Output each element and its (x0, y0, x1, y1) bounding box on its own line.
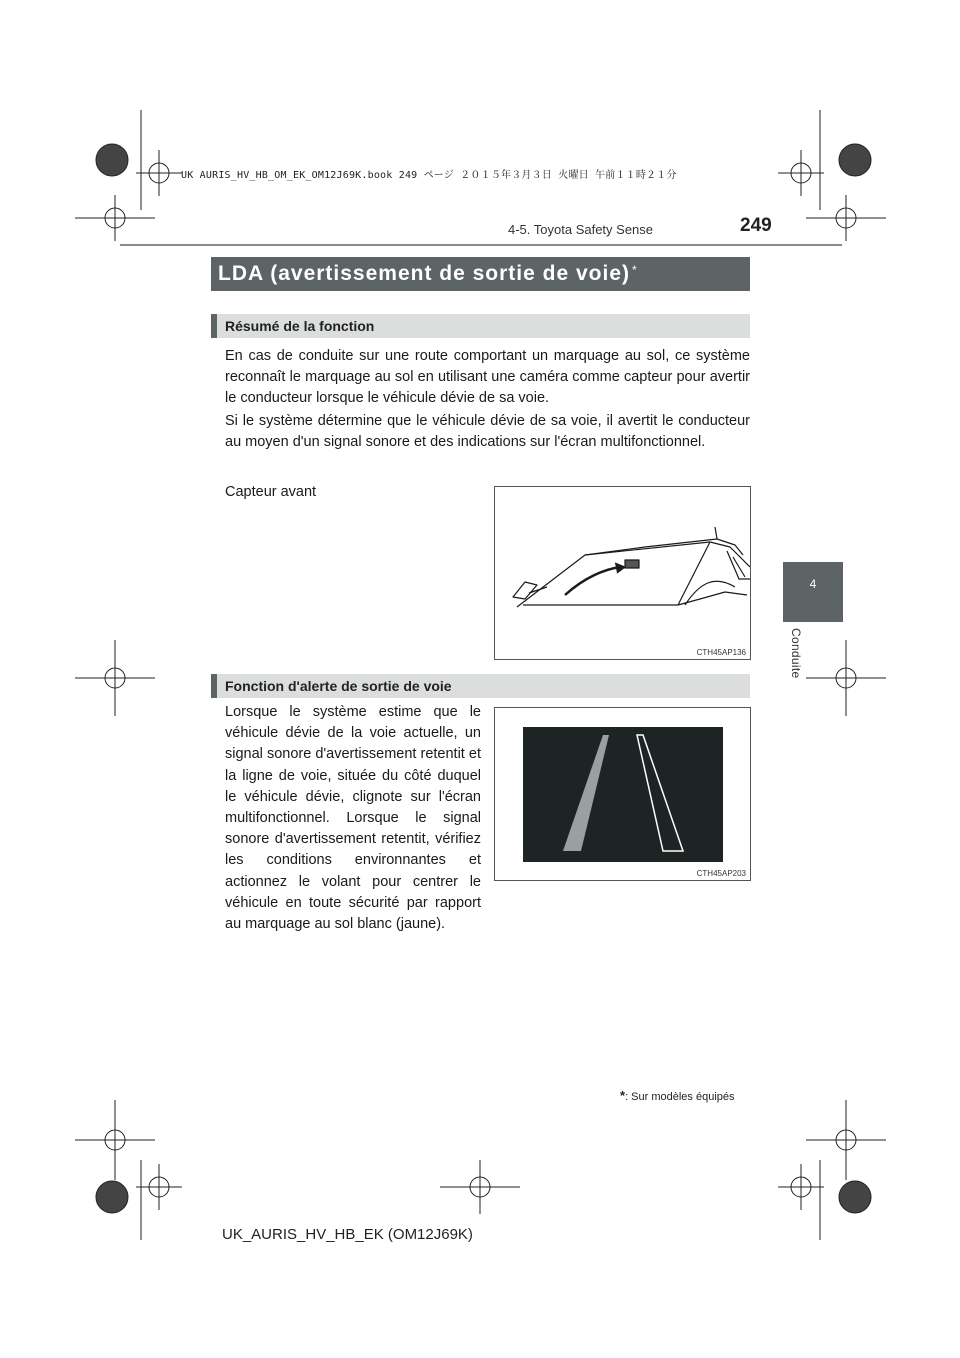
page-number: 249 (740, 215, 772, 236)
footnote (620, 1088, 735, 1103)
multi-information-display (523, 727, 723, 862)
footnote-text: : Sur modèles équipés (625, 1091, 735, 1103)
page-title (211, 257, 750, 291)
section-heading-summary-text: Résumé de la fonction (225, 318, 375, 334)
chapter-label: Conduite (789, 628, 803, 679)
chapter-tab[interactable] (783, 562, 843, 622)
page-title-text: LDA (avertissement de sortie de voie) (218, 262, 631, 285)
chapter-number: 4 (809, 577, 817, 591)
section-heading-lane-alert (211, 674, 750, 698)
sensor-label: Capteur avant (225, 484, 317, 500)
left-lane-line (563, 735, 609, 851)
lane-display-figure (494, 707, 751, 881)
windshield-camera-figure (494, 486, 751, 660)
lane-alert-paragraph: Lorsque le système estime que le véhicule dévie de la voie actuelle, un signal sonore d'avertissement retentit et la ligne de voie, située du côté duquel le véhicule dévie, clignote sur l'écran multifonctionnel. Lorsque le signal sonore d'avertissement retentit, vérifiez les conditions environnantes et actionnez le volant pour centrer le véhicule en toute sécurité par rapport au marquage au sol blanc (jaune). (225, 704, 481, 933)
figure-code-1: CTH45AP136 (696, 648, 746, 657)
summary-paragraph-1: En cas de conduite sur une route comportant un marquage au sol, ce système reconnaît le marquage au sol en utilisant une caméra comme capteur pour avertir le conducteur lorsque le véhicule dévie de sa voie. (225, 348, 750, 407)
header-rule (120, 244, 842, 246)
section-heading-summary (211, 314, 750, 338)
footnote-marker: * (620, 1088, 626, 1103)
windshield-illustration (495, 487, 750, 659)
figure-code-2: CTH45AP203 (696, 869, 746, 878)
lane-lines-illustration (523, 727, 723, 862)
title-footnote-marker: * (632, 263, 638, 277)
footer-model: UK_AURIS_HV_HB_EK (OM12J69K) (222, 1226, 473, 1243)
print-header: UK AURIS_HV_HB_OM_EK_OM12J69K.book 249 ページ ２０１５年３月３日 火曜日 午前１１時２１分 (181, 170, 677, 181)
section-heading-lane-alert-text: Fonction d'alerte de sortie de voie (225, 678, 452, 694)
right-lane-line-flashing (637, 735, 683, 851)
summary-paragraph-2: Si le système détermine que le véhicule dévie de sa voie, il avertit le conducteur au moyen d'un signal sonore et des indications sur l'écran multifonctionnel. (225, 413, 750, 451)
header-section-label: 4-5. Toyota Safety Sense (508, 222, 654, 237)
